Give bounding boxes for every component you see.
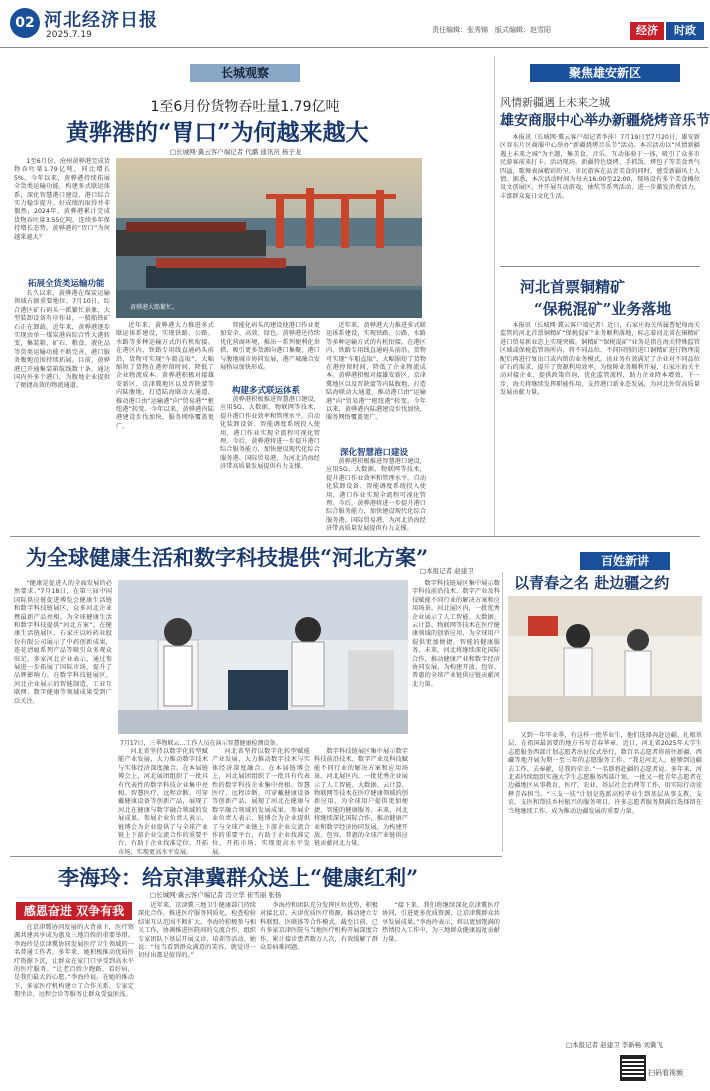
- editors-line: 责任编辑：张秀锦 版式编辑：赵雪阳: [432, 26, 551, 34]
- bottom-col4: “接下来，我们将继续深化京津冀医疗协同，引进更多优质资源，让京津冀群众共享发展成果。”李海玲表示，将以更加饱满的热情投入工作中，为三地群众健康福祉贡献力量。: [382, 902, 500, 943]
- bottom-story-byline: □长城网·冀云客户端记者 冯立华 崔雪丽 张扬: [150, 891, 282, 899]
- bottom-col2: 近年来，京津冀三地卫生健康部门持续深化合作，推进医疗服务同质化，检查检验结果互认范围不断扩大。李海玲积极参与相关工作，协调推进医院间的交流合作，组织专家团队下基层开展义诊、培训等活动。她说：“每当看到群众满意的笑容，就觉得一切付出都是值得的。”: [138, 902, 256, 960]
- port-photo-caption: 黄骅港大船繁忙。: [130, 304, 179, 311]
- copper-title-1: 河北首票铜精矿: [520, 278, 626, 296]
- top-story-col4b: 黄骅港积极推进智慧港口建设，应用5G、大数据、物联网等技术，提升港口作业效率和管理水平。自动化装卸设备、智能调度系统投入使用，港口作业实现全流程可视化管理。今后，黄骅港将进一步提升港口综合服务能力，加快建设现代化综合服务港、国际贸易港，为河北沿海经济带高质量发展提供有力支撑。: [326, 458, 426, 533]
- top-story-banner: 长城观察: [190, 64, 300, 82]
- subhead-2: 构建多式联运体系: [232, 386, 301, 396]
- top-story-col2a: 近年来，黄骅港大力推进多式联运体系建设，实现铁路、公路、水路等多种运输方式的有机衔接。在港区内，铁路专用线直通码头前沿，货物可实现“车船直取”，大幅缩短了货物在港停留时间，降低了企业物流成本。黄骅港积极对接雄安新区、京津冀地区以及晋陕蒙等内陆腹地，打造陆海联动大通道，推动港口由“运输港”向“贸易港”“枢纽港”转变。今年以来，黄骅港内陆港建设步伐加快，服务网络覆盖更广。: [116, 322, 214, 430]
- xiongan-banner: 聚焦雄安新区: [530, 64, 680, 82]
- volunteer-body: 又到一年毕业季，有这样一批毕业生，他们选择奔赴边疆、扎根基层，在祖国最需要的地方书写青春华章。近日，河北省2025年大学生志愿服务西部计划志愿者出征仪式举行，数百名志愿者将前往新疆、西藏等地开展为期一至三年的志愿服务工作。“我是河北人，能够到边疆去工作、去奉献，是我的荣幸。”一名即将赴疆的志愿者说。多年来，河北省持续组织实施大学生志愿服务西部计划，一批又一批青年志愿者在边疆地区从事教育、医疗、农业、基层社会治理等工作，用实际行动诠释青春担当。“三支一扶”计划是选派高校毕业生到基层从事支教、支农、支医和帮扶乡村振兴的服务项目。许多志愿者服务期满后选择留在当地继续工作，成为推动边疆发展的重要力量。: [508, 732, 702, 815]
- section-tag-politics: 时政: [666, 22, 704, 40]
- top-story-lead: 1至6月份货物吞吐量1.79亿吨: [150, 99, 340, 115]
- subhead-1: 拓展全货类运输功能: [28, 279, 105, 289]
- bottom-col1: 在京津冀协同发展的大背景下，医疗资源共建共享成为惠及三地百姓的重要举措。李海玲是京津冀协同发展医疗卫生领域的一名普通工作者，多年来，她积极推动优质医疗资源下沉，让群众在家门口享受到高水平的医疗服务。“让老百姓少跑路、看好病，是我们最大的心愿。”李海玲说。在她的推动下，多家医疗机构建立了合作关系，专家定期坐诊、远程会诊等服务让群众受益匪浅。: [14, 924, 134, 999]
- bottom-story-title: 李海玲：给京津冀群众送上“健康红利”: [58, 865, 419, 890]
- expo-photo: [118, 580, 408, 734]
- xiongan-body: 本报讯（长城网·冀云客户端记者李萍）7月19日至7月20日，雄安新区容东片区商服中心举办“新疆烧烤音乐节”活动。本次活动以“风情新疆遇上未来之城”为主题，集美食、音乐、互动体验于一体，吸引了众多市民游客前来打卡。活动现场，新疆特色烧烤、手抓饭、烤包子等美食香气四溢，歌舞表演精彩纷呈，市民游客在品尝美食的同时，感受新疆风土人情。据悉，本次活动时间为每天16:00至22:00，现场设有多个美食摊位及文创展区，并开展互动游戏、抽奖等系列活动，进一步激发消费活力，丰富群众夏日文化生活。: [500, 134, 700, 200]
- page-number: 02: [10, 8, 40, 38]
- copper-title-2: “保税混矿”业务落地: [534, 300, 672, 318]
- masthead: [0, 0, 708, 48]
- mid-story-col2a: 河北省坚持以数字化转型赋能产业发展，大力推动数字技术与实体经济深度融合。在本届链博会上，河北展团组织了一批具有代表性的数字科技企业集中亮相。智慧医疗、远程诊断、可穿戴健康设备等创新产品，展现了河北在健康与数字融合领域的发展成果。参展企业负责人表示，链博会为企业提供了与全球产业链上下游企业交流合作的重要平台，有助于企业找准定位、开拓市场、实现更高水平发展。: [118, 748, 208, 856]
- paper-name: 河北经济日报: [44, 10, 158, 31]
- expo-photo-caption: 7月17日，三季物联云…工作人员在演示智慧健康检测设备。: [120, 740, 282, 747]
- bottom-banner: 感恩奋进 双争有我: [16, 902, 132, 920]
- column-divider: [494, 56, 495, 536]
- top-story-title: 黄骅港的“胃口”为何越来越大: [66, 119, 369, 146]
- volunteer-banner: 百姓新讲: [580, 552, 670, 570]
- top-story-col1: 1至6月份，沧州黄骅港完成货物吞吐量1.79亿吨，同比增长5%。今年以来，黄骅港持续拓展全货类运输功能，构建多式联运体系，深化智慧港口建设，港口综合实力稳步提升。好成绩的取得并非偶然，2024年，黄骅港累计完成货物吞吐量3.55亿吨，连续多年保持增长态势。黄骅港的“胃口”为何越来越大？: [14, 158, 110, 241]
- bottom-col3: 李海玲和团队充分发挥区位优势，积极对接北京、天津优质医疗资源，推动建立专科联盟、医联体等合作模式。截至目前，已有多家京津医院与当地医疗机构开展深度合作，累计接诊患者数万人次，有效缓解了群众看病难问题。: [260, 902, 378, 952]
- mid-story-col1: “健康是促进人的全面发展的必然要求。”7月18日，在第三届中国国际供应链促进博览会健康生活链和数字科技链展区，众多河北企业携最新产品亮相，为全球健康生活和数字科技提供“河北方案”。在健康生活链展区，石家庄以岭药业股份有限公司展示了中药创新成果，连花清瘟系列产品等吸引众多观众驻足。多家河北企业表示，通过参展进一步拓展了国际市场，提升了品牌影响力。在数字科技链展区，河北企业展示的智能制造、工业互联网、数字健康等领域成果受到广泛关注。: [14, 580, 112, 705]
- top-story-byline: □长城网·冀云客户端记者 代璐 通讯员 杨子龙: [170, 148, 302, 156]
- mid-story-col3: 数字科技链展区集中展示数字科技前沿技术、数字产业及科技赋能不同行业的解决方案和应用场景。河北展区内，一批优秀企业展示了人工智能、大数据、云计算、物联网等技术在医疗健康领域的创新应用，为全球用户提供更加便捷、智能的健康服务。未来，河北将继续深化国际合作，推动健康产业和数字经济协同发展，为构建开放、包容、普惠的全球产业链供应链贡献河北力量。: [412, 580, 500, 688]
- mid-story-title: 为全球健康生活和数字科技提供“河北方案”: [26, 545, 429, 570]
- volunteer-photo: [508, 596, 702, 722]
- qr-label: 扫码看视频: [648, 1069, 683, 1077]
- top-story-col4a: 近年来，黄骅港大力推进多式联运体系建设，实现铁路、公路、水路等多种运输方式的有机衔接。在港区内，铁路专用线直通码头前沿，货物可实现“车船直取”，大幅缩短了货物在港停留时间，降低了企业物流成本。黄骅港积极对接雄安新区、京津冀地区以及晋陕蒙等内陆腹地，打造陆海联动大通道，推动港口由“运输港”向“贸易港”“枢纽港”转变。今年以来，黄骅港内陆港建设步伐加快，服务网络覆盖更广。: [326, 322, 426, 422]
- subhead-3: 深化智慧港口建设: [340, 448, 409, 458]
- top-story-col1b: 长久以来，黄骅港在煤炭运输领域占据重要地位。7月10日，综合港区矿石码头一派繁忙景象，大型装卸设备有序作业，一船船铁矿石正在卸载。近年来，黄骅港逐步实现由单一煤炭港向综合性大港转变，集装箱、矿石、粮食、液化品等货类运输功能不断完善，港口服务腹地范围持续拓展。目前，黄骅港已开通集装箱航线数十条，通达国内外多个港口，为腹地企业提供了便捷高效的物流通道。: [14, 290, 110, 390]
- mid-story-col2b: 河北省坚持以数字化转型赋能产业发展，大力推动数字技术与实体经济深度融合。在本届链博会上，河北展团组织了一批具有代表性的数字科技企业集中亮相。智慧医疗、远程诊断、可穿戴健康设备等创新产品，展现了河北在健康与数字融合领域的发展成果。参展企业负责人表示，链博会为企业提供了与全球产业链上下游企业交流合作的重要平台，有助于企业找准定位、开拓市场、实现更高水平发展。: [212, 748, 310, 856]
- section-tag-economy: 经济: [630, 22, 664, 40]
- mid-story-byline: □本报记者 赵建卫: [420, 567, 474, 575]
- top-story-col3a: 智能化码头的建设使港口作业更加安全、高效、绿色。黄骅港还持续优化营商环境，推出一系列便利化举措，吸引更多货源向港口集聚。港口与腹地城市协同发展，港产城融合发展格局加快形成。: [220, 322, 320, 372]
- volunteer-credit: □本报记者 赵建卫 李新畅 刘冀飞: [566, 1041, 663, 1049]
- volunteer-title: 以青春之名 赴边疆之约: [514, 574, 670, 592]
- page-date: 2025.7.19: [46, 30, 92, 40]
- xiongan-lead: 风情新疆遇上未来之城: [500, 96, 610, 109]
- port-photo: [116, 158, 422, 318]
- xiongan-title: 雄安商服中心举办新疆烧烤音乐节: [500, 113, 710, 129]
- top-story-col3b: 黄骅港积极推进智慧港口建设，应用5G、大数据、物联网等技术，提升港口作业效率和管理水平。自动化装卸设备、智能调度系统投入使用，港口作业实现全流程可视化管理。今后，黄骅港将进一步提升港口综合服务能力，加快建设现代化综合服务港、国际贸易港，为河北沿海经济带高质量发展提供有力支撑。: [220, 396, 320, 471]
- mid-story-col2c: 数字科技链展区集中展示数字科技前沿技术、数字产业及科技赋能不同行业的解决方案和应用场景。河北展区内，一批优秀企业展示了人工智能、大数据、云计算、物联网等技术在医疗健康领域的创新应用，为全球用户提供更加便捷、智能的健康服务。未来，河北将继续深化国际合作，推动健康产业和数字经济协同发展，为构建开放、包容、普惠的全球产业链供应链贡献河北力量。: [314, 748, 408, 848]
- qr-code-icon[interactable]: [620, 1055, 646, 1081]
- copper-body: 本报讯（长城网·冀云客户端记者）近日，石家庄海关所属曹妃甸海关监管的河北首票铜精矿“保税混矿”业务顺利落地，标志着河北省在铜精矿进口贸易新业态上实现突破。铜精矿“保税混矿”业务是指在海关特殊监管区域或保税监管场所内，将不同品位、不同国别的进口铜精矿进行物理混配后再进行复出口或内销的业务模式。该业务有效满足了企业对不同品位矿石的需求，提升了资源利用效率。为保障业务顺利开展，石家庄海关主动对接企业，提供政策咨询，优化监管流程，助力企业降本增效。下一步，海关将继续发挥职能作用，支持港口新业态发展，为河北外贸高质量发展贡献力量。: [500, 322, 700, 397]
